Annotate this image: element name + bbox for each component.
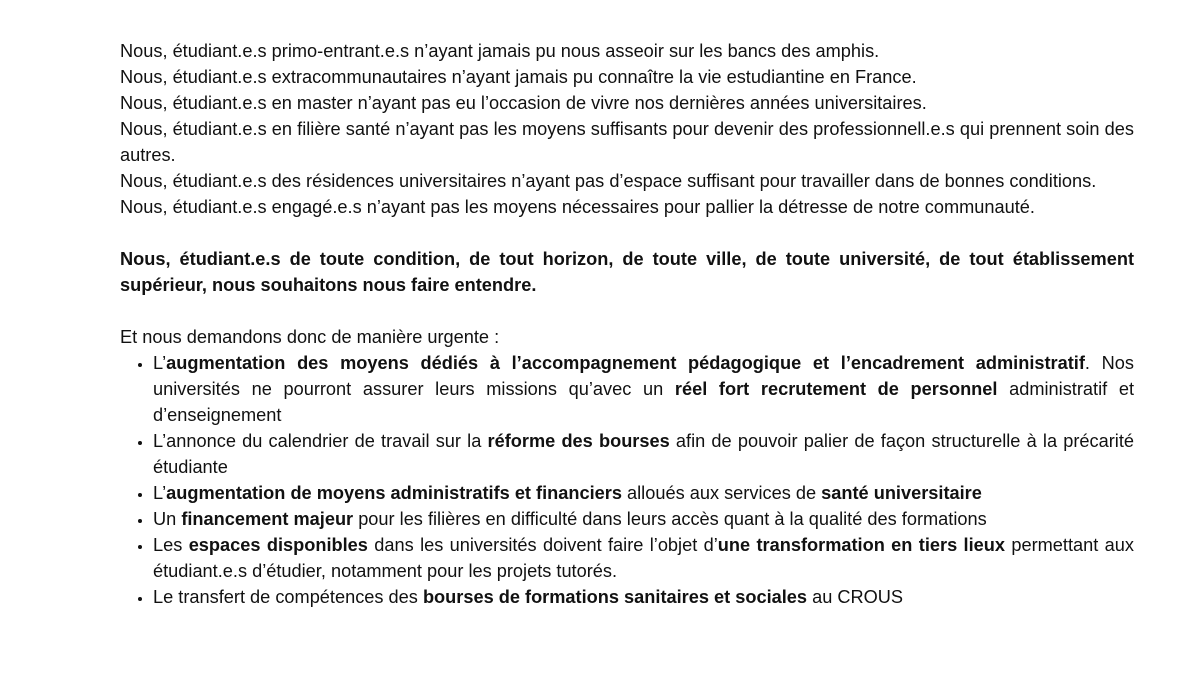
demand-item: • Les espaces disponibles dans les universités doivent faire l’objet d’une transformation en tiers lieux permettant aux étudiant.e.s d’étudier, notamment pour les projets tutorés. (153, 532, 1134, 584)
paragraph-spacer (120, 298, 1134, 324)
demand-item: • Un financement majeur pour les filières en difficulté dans leurs accès quant à la qualité des formations (153, 506, 1134, 532)
paragraph-spacer (120, 220, 1134, 246)
intro-line: Nous, étudiant.e.s engagé.e.s n’ayant pas les moyens nécessaires pour pallier la détresse de notre communauté. (120, 197, 1035, 217)
intro-line: Nous, étudiant.e.s primo-entrant.e.s n’ayant jamais pu nous asseoir sur les bancs des amphis. (120, 41, 880, 61)
document-page (120, 38, 1134, 610)
statement-paragraph: Nous, étudiant.e.s de toute condition, de tout horizon, de toute ville, de toute université, de tout établissement supérieur, nous souhaitons nous faire entendre. (120, 249, 1134, 295)
demand-item: • L’annonce du calendrier de travail sur la réforme des bourses afin de pouvoir palier de façon structurelle à la précarité étudiante (153, 428, 1134, 480)
intro-line: Nous, étudiant.e.s des résidences universitaires n’ayant pas d’espace suffisant pour travailler dans de bonnes conditions. (120, 171, 1097, 191)
demand-item: • L’augmentation des moyens dédiés à l’accompagnement pédagogique et l’encadrement administratif. Nos universités ne pourront assurer leurs missions qu’avec un réel fort recrutement de personnel administratif et d’enseignement (153, 350, 1134, 428)
demand-item: • Le transfert de compétences des bourses de formations sanitaires et sociales au CROUS (153, 584, 1134, 610)
demands-intro: Et nous demandons donc de manière urgente : (120, 327, 500, 347)
demand-item: • L’augmentation de moyens administratifs et financiers alloués aux services de santé universitaire (153, 480, 1134, 506)
demands-list (120, 350, 1134, 610)
intro-line: Nous, étudiant.e.s en master n’ayant pas eu l’occasion de vivre nos dernières années universitaires. (120, 93, 927, 113)
intro-line: Nous, étudiant.e.s en filière santé n’ayant pas les moyens suffisants pour devenir des professionnell.e.s qui prennent soin des autres. (120, 119, 1134, 165)
intro-line: Nous, étudiant.e.s extracommunautaires n’ayant jamais pu connaître la vie estudiantine en France. (120, 67, 917, 87)
intro-paragraph (120, 38, 1134, 220)
